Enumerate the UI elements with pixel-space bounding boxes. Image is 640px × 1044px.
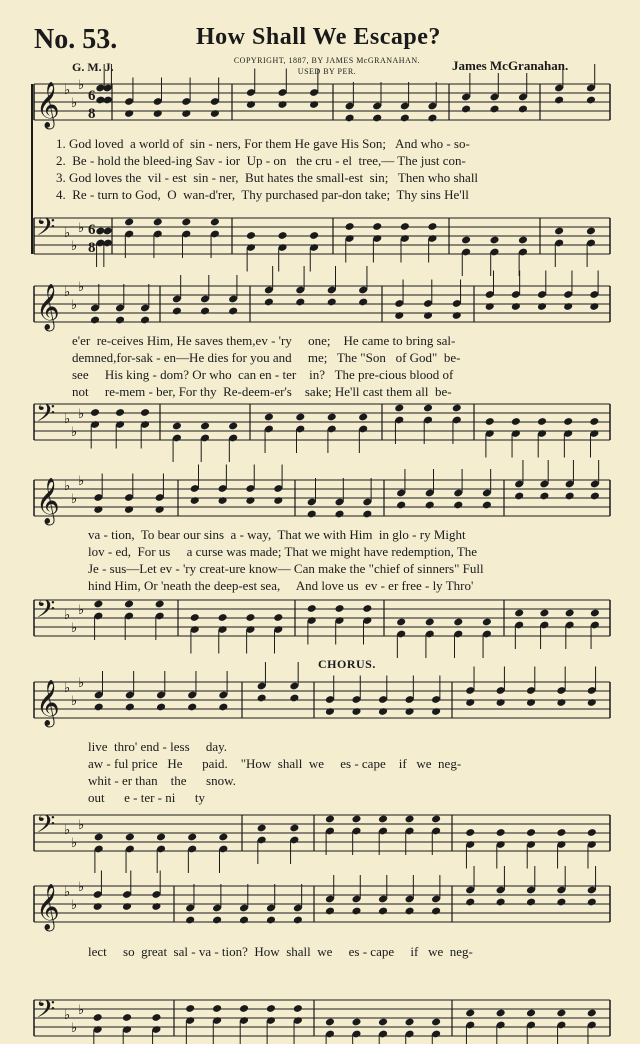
note-head (485, 302, 495, 311)
note-head (246, 231, 256, 240)
note-head (452, 404, 462, 413)
lyric-line-s5-v1: lect so great sal - va - tion? How shall we es - cape if we neg- (88, 944, 473, 959)
note-head (125, 703, 135, 712)
lyric-line-s1-v2: 2. Be - hold the bleed-ing Sav - ior Up - on the cru - el tree,— The just con- (56, 153, 466, 168)
note-head (245, 496, 255, 505)
note-head (124, 218, 134, 227)
note-head (151, 1013, 161, 1022)
note-head (351, 1018, 361, 1027)
note-head (427, 114, 437, 123)
time-signature-top: 6 (88, 88, 96, 104)
flat-icon: ♭ (71, 694, 78, 709)
note-head (372, 222, 382, 231)
note-head (90, 316, 100, 325)
note-head (228, 307, 238, 316)
note-head (394, 311, 404, 320)
note-head (396, 501, 406, 510)
note-head (266, 1004, 276, 1013)
note-head (514, 609, 524, 618)
note-head (345, 222, 355, 231)
note-head (334, 510, 344, 519)
note-head (210, 218, 220, 227)
note-head (93, 600, 103, 609)
flat-icon: ♭ (71, 836, 78, 851)
note-head (404, 815, 414, 824)
note-head (264, 413, 274, 422)
note-head (453, 618, 463, 627)
note-head (589, 417, 599, 426)
note-head (125, 833, 135, 842)
flat-icon: ♭ (71, 298, 78, 313)
bass-clef-icon: 𝄢 (36, 595, 56, 630)
flat-icon: ♭ (78, 280, 85, 295)
note-head (212, 916, 222, 925)
flat-icon: ♭ (78, 818, 85, 833)
note-head (465, 828, 475, 837)
note-head (246, 100, 256, 109)
note-head (228, 422, 238, 431)
note-head (496, 898, 506, 907)
note-head (185, 916, 195, 925)
flat-icon: ♭ (64, 412, 71, 427)
note-head (425, 501, 435, 510)
note-head (537, 302, 547, 311)
note-head (358, 413, 368, 422)
lyric-line-s3-v4: hind Him, Or 'neath the deep-est sea, And love us ev - er free - ly Thro' (88, 578, 474, 593)
note-head (210, 109, 220, 118)
flat-icon: ♭ (71, 239, 78, 254)
note-head (309, 231, 319, 240)
note-head (93, 1013, 103, 1022)
flat-icon: ♭ (78, 78, 85, 93)
note-head (140, 408, 150, 417)
note-head (325, 707, 335, 716)
note-head (526, 1009, 536, 1018)
note-head (181, 218, 191, 227)
lyric-line-s4-v3: whit - er than the snow. (88, 773, 236, 788)
bass-clef-icon: 𝄢 (36, 213, 56, 248)
treble-clef-icon: 𝄞 (36, 82, 60, 128)
hymn-title: How Shall We Escape? (196, 24, 441, 50)
lyric-line-s2-v1: e'er re-ceives Him, He saves them,ev - 'ry one; He came to bring sal- (72, 333, 456, 348)
note-head (190, 496, 200, 505)
note-head (103, 227, 113, 236)
note-head (465, 898, 475, 907)
note-head (334, 604, 344, 613)
flat-icon: ♭ (64, 83, 71, 98)
note-head (431, 1018, 441, 1027)
note-head (556, 1009, 566, 1018)
flat-icon: ♭ (64, 608, 71, 623)
note-head (124, 600, 134, 609)
note-head (325, 815, 335, 824)
time-signature-top: 6 (88, 222, 96, 238)
note-head (461, 236, 471, 245)
note-head (514, 492, 524, 501)
note-head (453, 501, 463, 510)
lyric-line-s4-v2: aw - ful price He paid. "How shall we es - cape if we neg- (88, 756, 462, 771)
copyright-line-2: USED BY PER. (297, 67, 357, 76)
note-head (423, 311, 433, 320)
lyric-line-s3-v2: lov - ed, For us a curse was made; That we might have redemption, The (88, 544, 478, 559)
note-head (511, 417, 521, 426)
flat-icon: ♭ (64, 479, 71, 494)
note-head (94, 833, 104, 842)
note-head (212, 1004, 222, 1013)
note-head (563, 417, 573, 426)
flat-icon: ♭ (78, 1003, 85, 1018)
note-head (556, 898, 566, 907)
flat-icon: ♭ (64, 885, 71, 900)
note-head (362, 510, 372, 519)
note-head (485, 417, 495, 426)
note-head (362, 604, 372, 613)
hymn-number: No. 53. (34, 24, 118, 55)
note-head (482, 618, 492, 627)
note-head (586, 227, 596, 236)
note-head (273, 613, 283, 622)
bass-clef-icon: 𝄢 (36, 399, 56, 434)
note-head (124, 109, 134, 118)
note-head (200, 307, 210, 316)
note-head (539, 609, 549, 618)
treble-clef-icon: 𝄞 (36, 680, 60, 726)
note-head (452, 311, 462, 320)
note-head (358, 298, 368, 307)
flat-icon: ♭ (64, 226, 71, 241)
note-head (423, 404, 433, 413)
note-head (103, 96, 113, 105)
note-head (218, 496, 228, 505)
note-head (496, 828, 506, 837)
note-head (122, 1013, 132, 1022)
time-signature-bottom: 8 (88, 106, 96, 122)
note-head (427, 222, 437, 231)
note-head (565, 609, 575, 618)
note-head (465, 1009, 475, 1018)
note-head (156, 703, 166, 712)
note-head (425, 618, 435, 627)
note-head (140, 316, 150, 325)
note-head (90, 408, 100, 417)
note-head (293, 916, 303, 925)
note-head (378, 815, 388, 824)
note-head (400, 114, 410, 123)
note-head (431, 707, 441, 716)
note-head (587, 828, 597, 837)
note-head (309, 100, 319, 109)
note-head (394, 404, 404, 413)
note-head (396, 618, 406, 627)
note-head (273, 496, 283, 505)
note-head (218, 613, 228, 622)
note-head (277, 100, 287, 109)
treble-clef-icon: 𝄞 (36, 284, 60, 330)
lyric-line-s3-v3: Je - sus—Let ev - 'ry creat-ure know— Can make the "chief of sinners" Full (88, 561, 484, 576)
note-head (122, 902, 132, 911)
note-head (266, 916, 276, 925)
note-head (563, 302, 573, 311)
flat-icon: ♭ (78, 474, 85, 489)
note-head (372, 114, 382, 123)
note-head (539, 492, 549, 501)
note-head (587, 698, 597, 707)
note-head (239, 916, 249, 925)
lyric-line-s1-v1: 1. God loved a world of sin - ners, For them He gave His Son; And who - so- (56, 136, 470, 151)
note-head (496, 1009, 506, 1018)
lyric-line-s2-v4: not re-mem - ber, For thy Re-deem-er's sake; He'll cast them all be- (72, 384, 452, 399)
note-head (124, 505, 134, 514)
note-head (156, 833, 166, 842)
note-head (289, 694, 299, 703)
note-head (351, 815, 361, 824)
flat-icon: ♭ (71, 1021, 78, 1036)
flat-icon: ♭ (64, 285, 71, 300)
lyric-line-s4-v4: out e - ter - ni ty (88, 790, 205, 805)
note-head (461, 105, 471, 114)
note-head (218, 703, 228, 712)
note-head (404, 907, 414, 916)
note-head (565, 492, 575, 501)
note-head (496, 698, 506, 707)
flat-icon: ♭ (71, 621, 78, 636)
flat-icon: ♭ (71, 425, 78, 440)
note-head (482, 501, 492, 510)
note-head (289, 824, 299, 833)
note-head (94, 703, 104, 712)
lyric-line-s3-v1: va - tion, To bear our sins a - way, That we with Him in glo - ry Might (88, 527, 466, 542)
note-head (518, 236, 528, 245)
note-head (93, 902, 103, 911)
lyric-line-s4-v1: live thro' end - less day. (88, 739, 228, 754)
note-head (351, 707, 361, 716)
note-head (153, 218, 163, 227)
note-head (172, 422, 182, 431)
flat-icon: ♭ (64, 1008, 71, 1023)
note-head (181, 109, 191, 118)
note-head (526, 698, 536, 707)
note-head (153, 109, 163, 118)
note-head (245, 613, 255, 622)
note-head (537, 417, 547, 426)
note-head (257, 824, 267, 833)
note-head (190, 613, 200, 622)
note-head (325, 1018, 335, 1027)
note-head (200, 422, 210, 431)
flat-icon: ♭ (71, 492, 78, 507)
note-head (151, 902, 161, 911)
note-head (351, 907, 361, 916)
note-head (489, 236, 499, 245)
lyric-line-s1-v4: 4. Re - turn to God, O wan-d'rer, Thy purchased par-don take; Thy sins He'll (56, 187, 469, 202)
note-head (187, 833, 197, 842)
note-head (518, 105, 528, 114)
lyric-line-s2-v2: demned,for-sak - en—He dies for you and me; The "Son of God" be- (72, 350, 461, 365)
note-head (511, 302, 521, 311)
note-head (554, 96, 564, 105)
note-head (556, 828, 566, 837)
note-head (187, 703, 197, 712)
note-head (155, 505, 165, 514)
note-head (239, 1004, 249, 1013)
lyric-line-s2-v3: see His king - dom? Or who can en - ter in? The pre-cious blood of (72, 367, 454, 382)
note-head (404, 707, 414, 716)
treble-clef-icon: 𝄞 (36, 478, 60, 524)
note-head (526, 898, 536, 907)
flat-icon: ♭ (64, 823, 71, 838)
note-head (325, 907, 335, 916)
note-head (590, 492, 600, 501)
lyricist-credit: G. M. J. (72, 60, 114, 74)
note-head (587, 898, 597, 907)
note-head (293, 1004, 303, 1013)
note-head (277, 231, 287, 240)
note-head (307, 604, 317, 613)
flat-icon: ♭ (78, 221, 85, 236)
flat-icon: ♭ (71, 898, 78, 913)
flat-icon: ♭ (78, 676, 85, 691)
note-head (556, 698, 566, 707)
note-head (586, 96, 596, 105)
note-head (307, 510, 317, 519)
note-head (378, 907, 388, 916)
note-head (378, 707, 388, 716)
composer-credit: James McGranahan. (452, 58, 569, 73)
note-head (431, 815, 441, 824)
note-head (431, 907, 441, 916)
copyright-line-1: COPYRIGHT, 1887, BY JAMES McGRANAHAN. (233, 56, 421, 65)
note-head (400, 222, 410, 231)
note-head (587, 1009, 597, 1018)
treble-clef-icon: 𝄞 (36, 884, 60, 930)
note-head (465, 698, 475, 707)
note-head (218, 833, 228, 842)
note-head (589, 302, 599, 311)
note-head (264, 298, 274, 307)
note-head (378, 1018, 388, 1027)
note-head (172, 307, 182, 316)
flat-icon: ♭ (71, 96, 78, 111)
flat-icon: ♭ (78, 880, 85, 895)
bass-clef-icon: 𝄢 (36, 810, 56, 845)
note-head (489, 105, 499, 114)
note-head (295, 298, 305, 307)
note-head (257, 694, 267, 703)
note-head (345, 114, 355, 123)
lyric-line-s1-v3: 3. God loves the vil - est sin - ner, But hates the small-est sin; Then who shall (56, 170, 479, 185)
flat-icon: ♭ (64, 681, 71, 696)
note-head (327, 413, 337, 422)
flat-icon: ♭ (78, 407, 85, 422)
note-head (115, 316, 125, 325)
flat-icon: ♭ (78, 603, 85, 618)
bass-clef-icon: 𝄢 (36, 995, 56, 1030)
note-head (115, 408, 125, 417)
note-head (185, 1004, 195, 1013)
note-head (327, 298, 337, 307)
note-head (295, 413, 305, 422)
note-head (554, 227, 564, 236)
chorus-label: CHORUS. (318, 657, 376, 671)
note-head (590, 609, 600, 618)
note-head (404, 1018, 414, 1027)
note-head (155, 600, 165, 609)
note-head (526, 828, 536, 837)
note-head (93, 505, 103, 514)
time-signature-bottom: 8 (88, 240, 96, 256)
